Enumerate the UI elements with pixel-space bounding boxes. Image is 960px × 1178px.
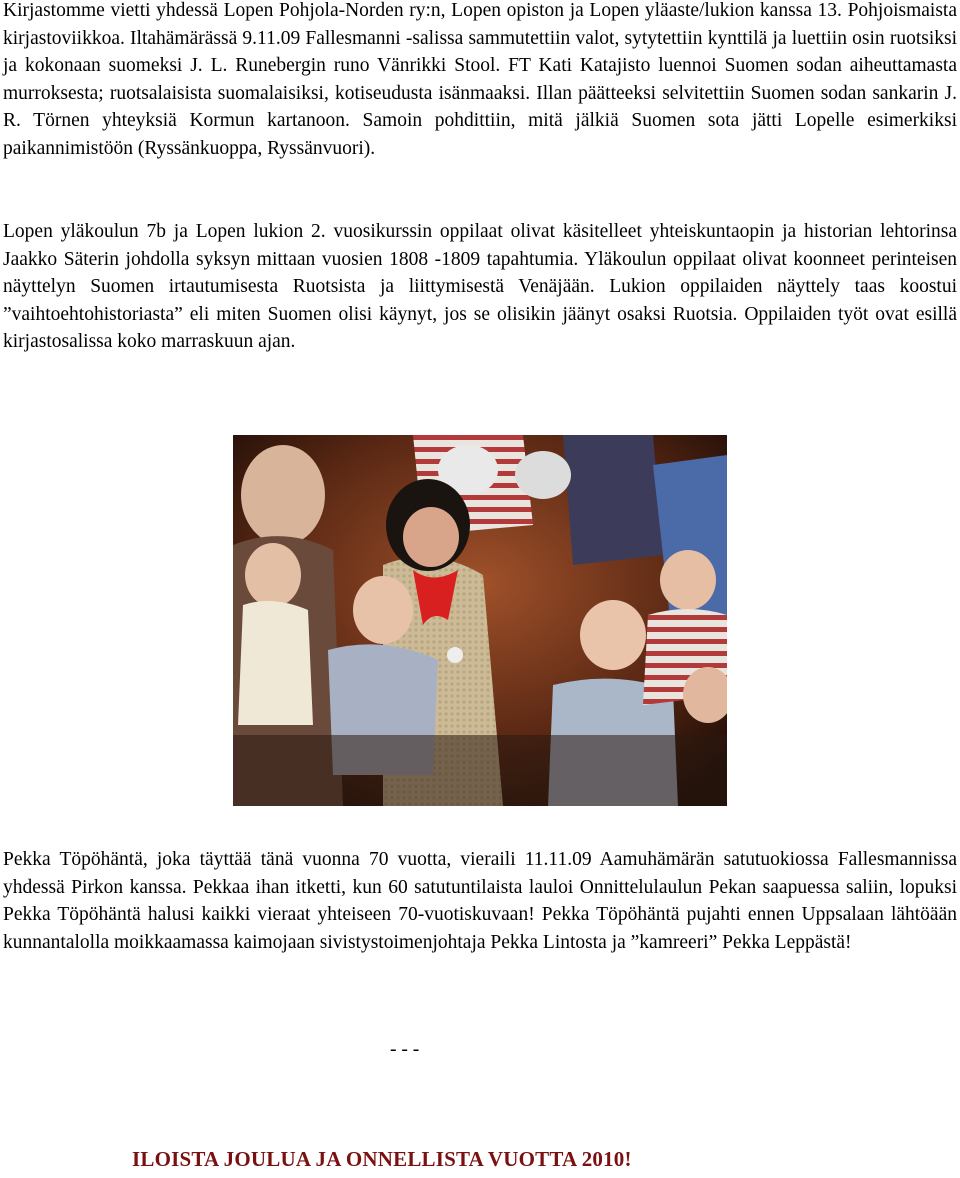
photo-story-hour-group	[233, 435, 727, 806]
paragraph-library-week: Kirjastomme vietti yhdessä Lopen Pohjola-Norden ry:n, Lopen opiston ja Lopen yläaste/lukion kanssa 13. Pohjoismaista kirjastoviikkoa. Iltahämärässä 9.11.09 Fallesmanni -salissa sammutettiin valot, sytytettiin kynttilä ja luettiin osin ruotsiksi ja kokonaan suomeksi J. L. Runebergin runo Vänrikki Stool. FT Kati Katajisto luennoi Suomen sodan aiheuttamasta murroksesta; ruotsalaisista suomalaisiksi, kotiseudusta isänmaaksi. Illan päätteeksi selvitettiin Suomen sodan sankarin J. R. Törnen yhteyksiä Kormun kartanoon. Samoin pohdittiin, mitä jälkiä Suomen sota jätti Lopelle esimerkiksi paikannimistöön (Ryssänkuoppa, Ryssänvuori).	[3, 0, 957, 159]
paragraph-school-exhibitions: Lopen yläkoulun 7b ja Lopen lukion 2. vuosikurssin oppilaat olivat käsitelleet yhteiskuntaopin ja historian lehtorinsa Jaakko Säterin johdolla syksyn mittaan vuosien 1808 -1809 tapahtumia. Yläkoulun oppilaat olivat koonneet perinteisen näyttelyn Suomen irtautumisesta Ruotsista ja liittymisestä Venäjään. Lukion oppilaiden näyttely taas koostui ”vaihtoehtohistoriasta” eli miten Suomen olisi käynyt, jos se olisikin jäänyt osaksi Ruotsia. Oppilaiden työt ovat esillä kirjastosalissa koko marraskuun ajan.	[3, 221, 957, 352]
paragraph-pekka-topohanta: Pekka Töpöhäntä, joka täyttää tänä vuonna 70 vuotta, vieraili 11.11.09 Aamuhämärän satutuokiossa Fallesmannissa yhdessä Pirkon kanssa. Pekkaa ihan itketti, kun 60 satutuntilaista lauloi Onnittelulaulun Pekan saapuessa saliin, lopuksi Pekka Töpöhäntä halusi kaikki vieraat yhteiseen 70-vuotiskuvaan! Pekka Töpöhäntä pujahti ennen Uppsalaan lähtöään kunnantalolla moikkaamassa kaimojaan sivistystoimenjohtaja Pekka Lintosta ja ”kamreeri” Pekka Leppästä!	[3, 849, 957, 953]
section-separator: - - -	[390, 1039, 420, 1060]
holiday-greeting: ILOISTA JOULUA JA ONNELLISTA VUOTTA 2010!	[132, 1147, 632, 1171]
